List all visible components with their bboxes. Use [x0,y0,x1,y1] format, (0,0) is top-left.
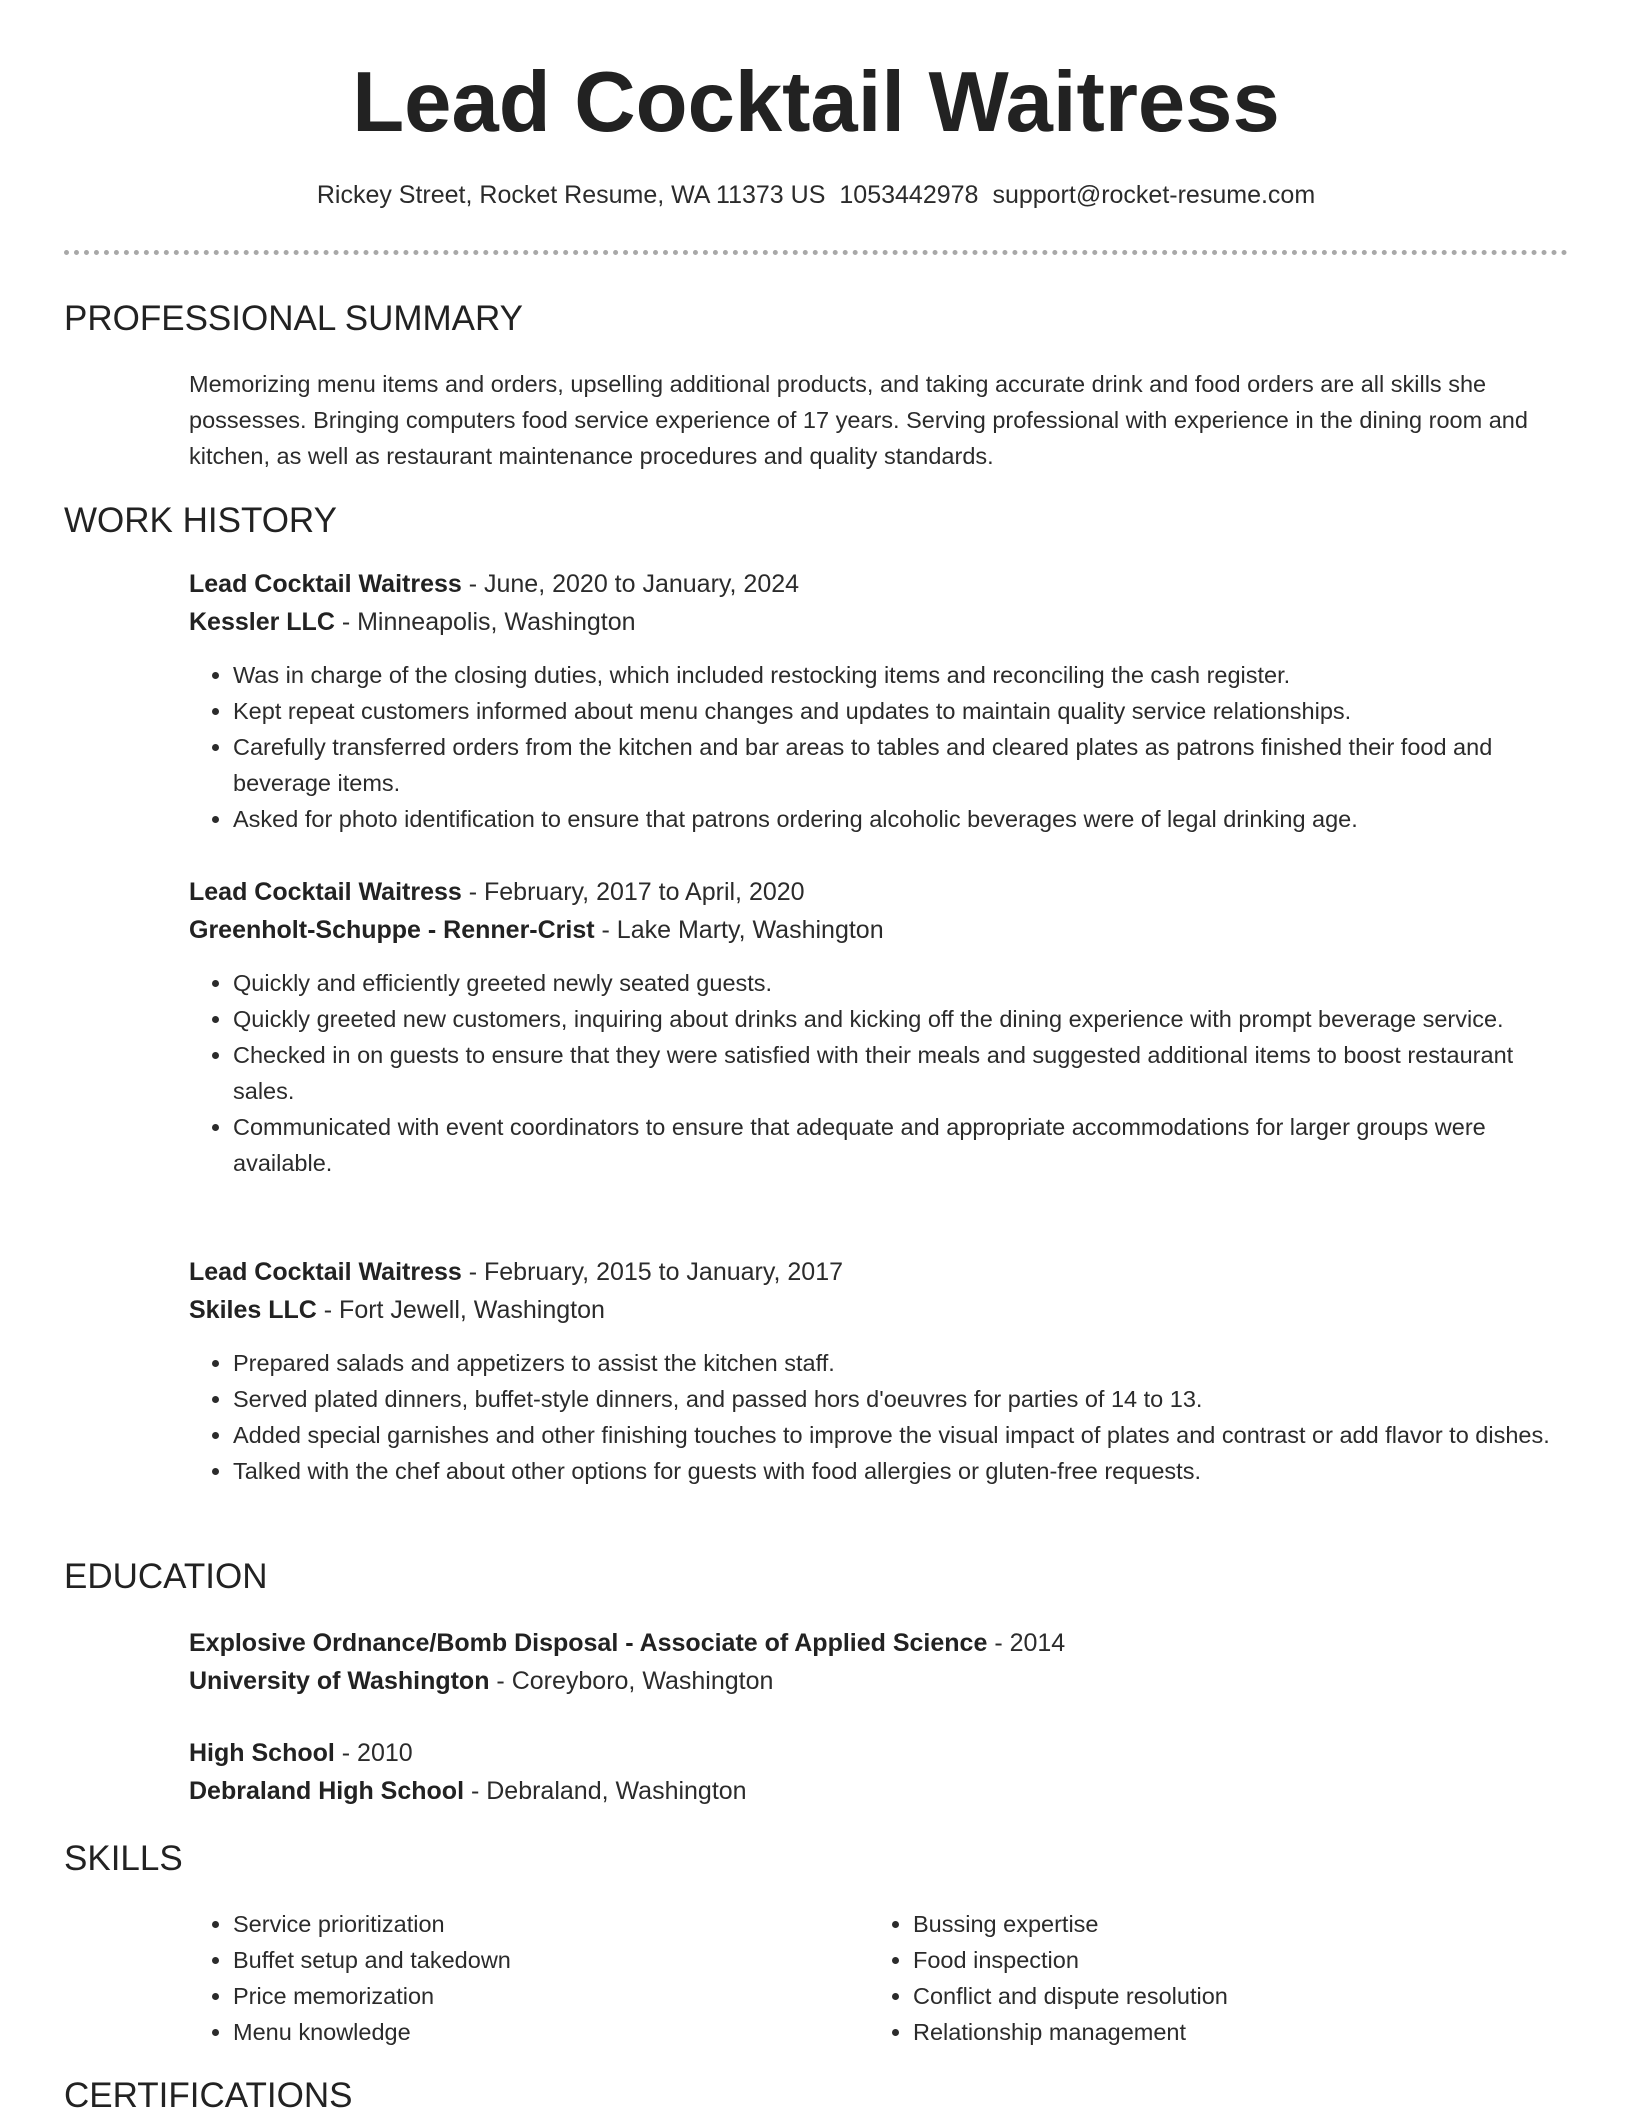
job-dates: - June, 2020 to January, 2024 [461,570,800,598]
graduation-year: - 2014 [987,1629,1066,1657]
job-title: Lead Cocktail Waitress [189,1258,462,1286]
job-entry [189,1253,1569,1489]
list-item: • Kept repeat customers informed about menu changes and updates to maintain quality service relationships. [233,693,1569,729]
contact-address: Rickey Street, Rocket Resume, WA 11373 US [316,181,826,209]
list-item: • Checked in on guests to ensure that they were satisfied with their meals and suggested additional items to boost restaurant sales. [233,1037,1569,1109]
skills-column-right [869,1906,1509,2050]
list-item: • Relationship management [913,2014,1509,2050]
contact-phone: 1053442978 [839,181,979,209]
school-line [189,1662,1569,1700]
job-company-line [189,911,1569,949]
job-title-line [189,1253,1569,1291]
education-entry [189,1734,1569,1810]
job-duties-list [189,1345,1569,1489]
list-item: • Menu knowledge [233,2014,829,2050]
list-item: • Quickly and efficiently greeted newly seated guests. [233,965,1569,1001]
summary-heading: PROFESSIONAL SUMMARY [64,299,523,338]
skills-heading: SKILLS [64,1839,183,1878]
graduation-year: - 2010 [334,1739,413,1767]
list-item: • Carefully transferred orders from the kitchen and bar areas to tables and cleared plates as patrons finished their food and beverage items. [233,729,1569,801]
skills-list [869,1906,1509,2050]
list-item: • Served plated dinners, buffet-style dinners, and passed hors d'oeuvres for parties of 14 to 13. [233,1381,1569,1417]
summary-section [189,366,1569,474]
list-item: • Quickly greeted new customers, inquiring about drinks and kicking off the dining experience with prompt beverage service. [233,1001,1569,1037]
list-item: • Service prioritization [233,1906,829,1942]
education-entry [189,1624,1569,1700]
degree: Explosive Ordnance/Bomb Disposal - Associate of Applied Science [189,1629,988,1657]
contact-line [0,180,1632,210]
job-title: Lead Cocktail Waitress [189,878,462,906]
job-location: - Fort Jewell, Washington [316,1296,605,1324]
list-item: • Communicated with event coordinators to ensure that adequate and appropriate accommodations for larger groups were available. [233,1109,1569,1181]
job-entry [189,873,1569,1181]
school-line [189,1772,1569,1810]
skills-list [189,1906,829,2050]
education-heading: EDUCATION [64,1557,268,1596]
skills-column-left [189,1906,829,2050]
job-company: Greenholt-Schuppe - Renner-Crist [189,916,595,944]
school: University of Washington [189,1667,490,1695]
job-duties-list [189,657,1569,837]
list-item: • Food inspection [913,1942,1509,1978]
list-item: • Asked for photo identification to ensure that patrons ordering alcoholic beverages were of legal drinking age. [233,801,1569,837]
degree: High School [189,1739,335,1767]
job-company: Kessler LLC [189,608,335,636]
school-location: - Coreyboro, Washington [489,1667,774,1695]
list-item: • Buffet setup and takedown [233,1942,829,1978]
list-item: • Bussing expertise [913,1906,1509,1942]
list-item: • Conflict and dispute resolution [913,1978,1509,2014]
job-company: Skiles LLC [189,1296,317,1324]
job-duties-list [189,965,1569,1181]
header-divider [64,250,1568,255]
job-title-line [189,873,1569,911]
job-entry [189,565,1569,837]
school: Debraland High School [189,1777,465,1805]
contact-email: support@rocket-resume.com [992,181,1316,209]
list-item: • Talked with the chef about other options for guests with food allergies or gluten-free requests. [233,1453,1569,1489]
job-company-line [189,1291,1569,1329]
certifications-heading: CERTIFICATIONS [64,2076,353,2115]
job-title-line [189,565,1569,603]
summary-text: Memorizing menu items and orders, upselling additional products, and taking accurate drink and food orders are all skills she possesses. Bringing computers food service experience of 17 years. Serving professional with experience in the dining room and kitchen, as well as restaurant maintenance procedures and quality standards. [189,371,1528,469]
degree-line [189,1624,1569,1662]
list-item: • Price memorization [233,1978,829,2014]
list-item: • Added special garnishes and other finishing touches to improve the visual impact of plates and contrast or add flavor to dishes. [233,1417,1569,1453]
school-location: - Debraland, Washington [464,1777,747,1805]
resume-title: Lead Cocktail Waitress [352,55,1280,150]
job-location: - Minneapolis, Washington [334,608,636,636]
job-location: - Lake Marty, Washington [594,916,884,944]
job-company-line [189,603,1569,641]
job-title: Lead Cocktail Waitress [189,570,462,598]
degree-line [189,1734,1569,1772]
list-item: • Prepared salads and appetizers to assist the kitchen staff. [233,1345,1569,1381]
list-item: • Was in charge of the closing duties, which included restocking items and reconciling the cash register. [233,657,1569,693]
work-history-heading: WORK HISTORY [64,501,337,540]
job-dates: - February, 2017 to April, 2020 [461,878,805,906]
job-dates: - February, 2015 to January, 2017 [461,1258,844,1286]
